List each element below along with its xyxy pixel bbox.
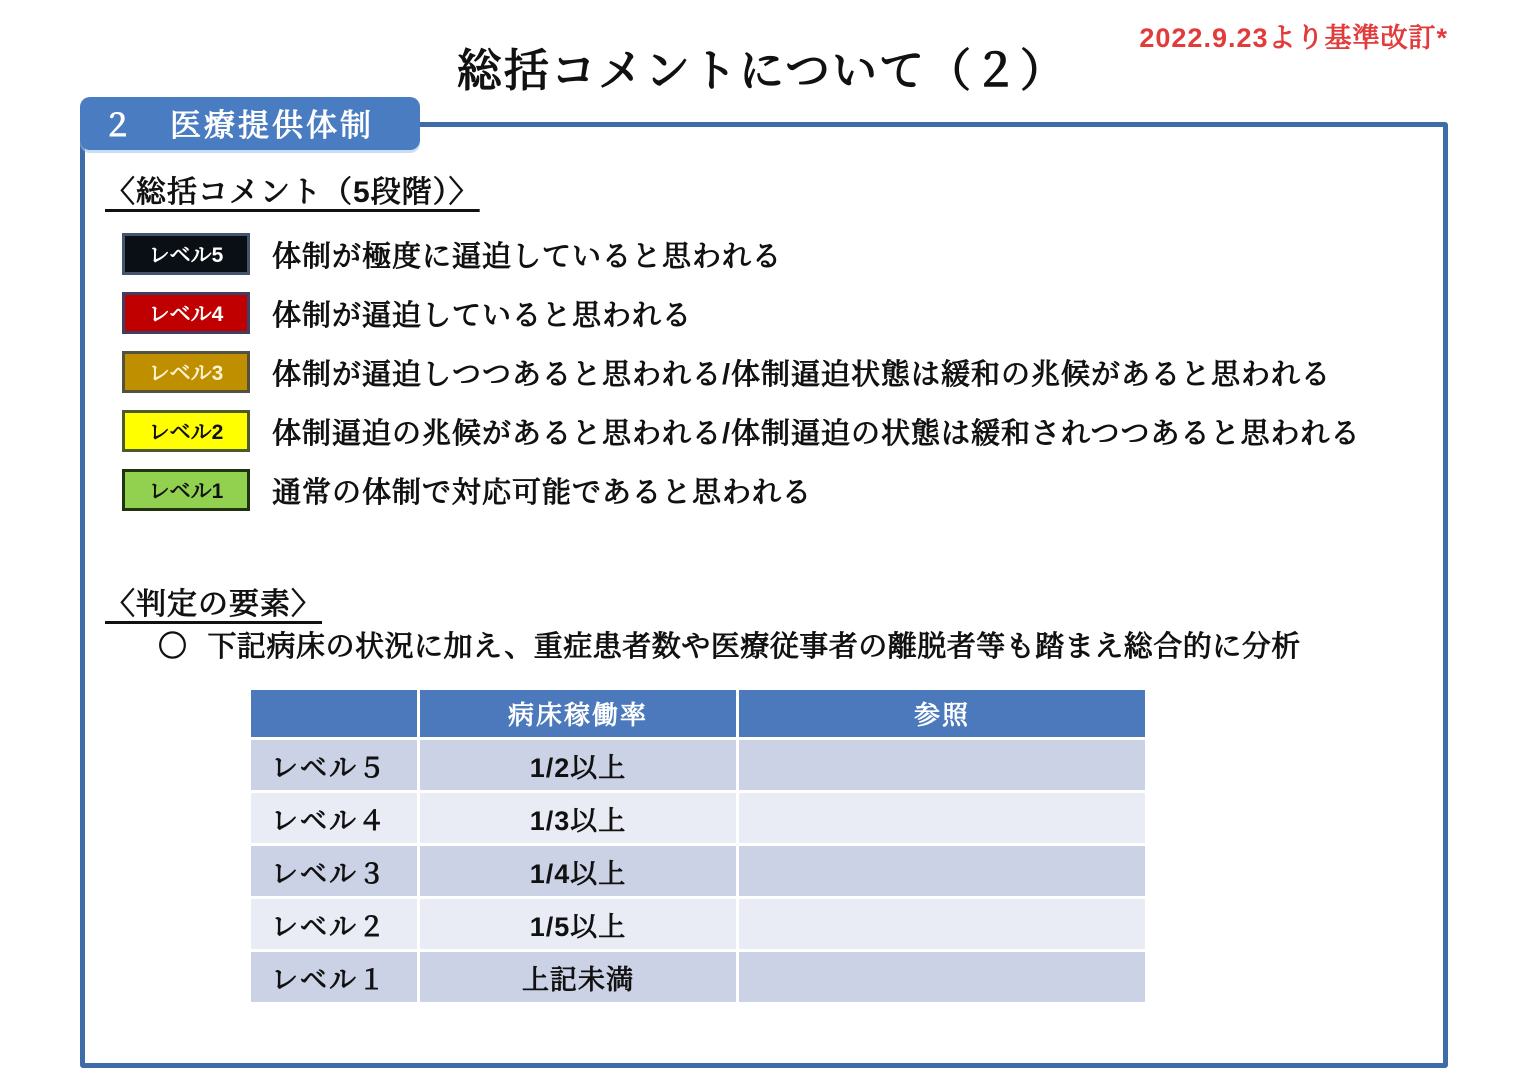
table-row-level-2	[251, 899, 1145, 949]
ref-cell	[739, 952, 1145, 1002]
judgement-factors-heading: 〈判定の要素〉	[105, 588, 322, 621]
level-row-1	[122, 469, 1360, 511]
summary-comment-heading: 〈総括コメント（5段階）〉	[105, 176, 480, 209]
ref-cell	[739, 740, 1145, 790]
level-cell: レベル５	[271, 752, 387, 783]
level-1-badge	[122, 469, 250, 511]
rate-cell: 1/4以上	[529, 858, 627, 889]
level-cell: レベル４	[271, 805, 387, 836]
content-frame	[80, 122, 1448, 1068]
table-header-row	[251, 690, 1145, 737]
level-legend	[122, 233, 1360, 528]
level-4-badge	[122, 292, 250, 334]
level-cell: レベル１	[271, 964, 387, 995]
table-row-level-4	[251, 793, 1145, 843]
rate-cell: 1/3以上	[529, 805, 627, 836]
table-row-level-3	[251, 846, 1145, 896]
level-1-badge-label: レベル1	[148, 480, 224, 503]
section-tab-medical-provision: ２ 医療提供体制	[80, 97, 420, 150]
judgement-factors-line	[158, 624, 1301, 665]
revision-note: 2022.9.23より基準改訂*	[1139, 23, 1448, 53]
column-header-reference: 参照	[913, 700, 970, 730]
rate-cell: 1/2以上	[529, 752, 627, 783]
level-3-badge	[122, 351, 250, 393]
page-title: 総括コメントについて（２）	[456, 45, 1068, 96]
level-2-badge	[122, 410, 250, 452]
level-cell: レベル３	[271, 858, 387, 889]
level-4-description: 体制が逼迫していると思われる	[272, 299, 693, 332]
rate-cell: 1/5以上	[529, 911, 627, 942]
column-header-bed-occupancy: 病床稼働率	[507, 700, 648, 730]
level-2-description: 体制逼迫の兆候があると思われる/体制逼迫の状態は緩和されつつあると思われる	[272, 417, 1361, 450]
level-row-4	[122, 292, 1360, 334]
level-3-description: 体制が逼迫しつつあると思われる/体制逼迫状態は緩和の兆候があると思われる	[272, 358, 1332, 391]
level-5-badge-label: レベル5	[148, 244, 224, 267]
level-row-2	[122, 410, 1360, 452]
table-row-level-5	[251, 740, 1145, 790]
circle-bullet-icon: 〇	[158, 631, 188, 663]
level-4-badge-label: レベル4	[148, 303, 224, 326]
judgement-factors-text: 下記病床の状況に加え、重症患者数や医療従事者の離脱者等も踏まえ総合的に分析	[207, 631, 1301, 663]
table-row-level-1	[251, 952, 1145, 1002]
ref-cell	[739, 793, 1145, 843]
level-5-description: 体制が極度に逼迫していると思われる	[272, 240, 783, 273]
level-3-badge-label: レベル3	[148, 362, 224, 385]
rate-cell: 上記未満	[522, 964, 634, 995]
level-row-5	[122, 233, 1360, 275]
level-1-description: 通常の体制で対応可能であると思われる	[272, 476, 813, 509]
ref-cell	[739, 899, 1145, 949]
column-header-level	[251, 690, 417, 737]
level-2-badge-label: レベル2	[148, 421, 224, 444]
criteria-table	[248, 687, 1148, 1005]
level-cell: レベル２	[271, 911, 387, 942]
level-row-3	[122, 351, 1360, 393]
level-5-badge	[122, 233, 250, 275]
ref-cell	[739, 846, 1145, 896]
